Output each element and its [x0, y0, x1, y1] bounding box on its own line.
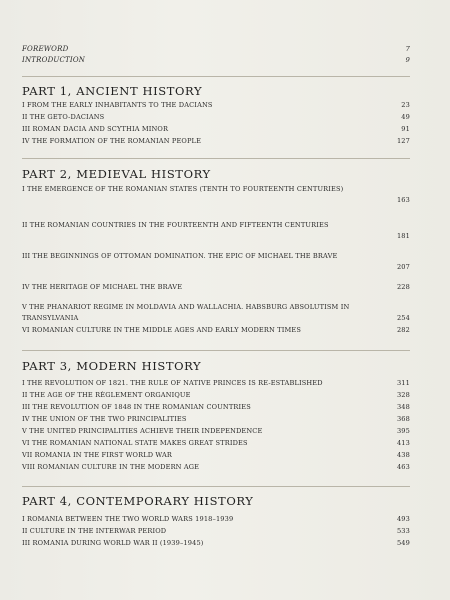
- toc-entry-introduction: [22, 56, 410, 64]
- toc-entry: [22, 526, 410, 537]
- entry-page: 282: [396, 326, 410, 334]
- toc-entry: [22, 282, 410, 293]
- entry-page: 463: [396, 463, 410, 471]
- toc-entry: [22, 402, 410, 413]
- entry-page: 438: [396, 451, 410, 459]
- entry-page: 493: [396, 515, 410, 523]
- entry-title: III THE BEGINNINGS OF OTTOMAN DOMINATION. THE EPIC OF MICHAEL THE BRAVE: [22, 252, 338, 260]
- entry-title: VIII ROMANIAN CULTURE IN THE MODERN AGE: [22, 463, 200, 471]
- entry-title: INTRODUCTION: [22, 56, 86, 64]
- toc-entry: [22, 438, 410, 449]
- part-heading: PART 1, ANCIENT HISTORY: [22, 84, 203, 98]
- entry-title: I THE EMERGENCE OF THE ROMANIAN STATES (TENTH TO FOURTEENTH CENTURIES): [22, 185, 344, 193]
- entry-title: II THE AGE OF THE RÈGLEMENT ORGANIQUE: [22, 391, 191, 399]
- entry-title: III THE REVOLUTION OF 1848 IN THE ROMANIAN COUNTRIES: [22, 403, 251, 411]
- toc-entry: [22, 514, 410, 525]
- entry-title: VI THE ROMANIAN NATIONAL STATE MAKES GREAT STRIDES: [22, 439, 248, 447]
- entry-page: 127: [396, 137, 410, 145]
- entry-page: 9: [405, 56, 410, 64]
- entry-page: 368: [396, 415, 410, 423]
- entry-title: I FROM THE EARLY INHABITANTS TO THE DACIANS: [22, 101, 213, 109]
- entry-title: IV THE UNION OF THE TWO PRINCIPALITIES: [22, 415, 187, 423]
- section-rule: [22, 158, 410, 159]
- toc-entry: [22, 426, 410, 437]
- entry-page: 413: [396, 439, 410, 447]
- toc-entry: [22, 112, 410, 123]
- entry-title: III ROMANIA DURING WORLD WAR II (1939–1945): [22, 539, 204, 547]
- toc-entry: [22, 390, 410, 401]
- entry-title: I THE REVOLUTION OF 1821. THE RULE OF NATIVE PRINCES IS RE-ESTABLISHED: [22, 379, 323, 387]
- toc-entry: [22, 450, 410, 461]
- entry-page: 549: [396, 539, 410, 547]
- toc-entry: [22, 414, 410, 425]
- section-rule: [22, 76, 410, 77]
- entry-title: II CULTURE IN THE INTERWAR PERIOD: [22, 527, 167, 535]
- toc-entry: [22, 100, 410, 111]
- entry-page: 311: [396, 379, 410, 387]
- entry-title: V THE PHANARIOT REGIME IN MOLDAVIA AND WALLACHIA. HABSBURG ABSOLUTISM IN TRANSYLVANIA: [22, 303, 350, 322]
- entry-page: 254: [396, 314, 410, 322]
- toc-entry: [22, 462, 410, 473]
- entry-page: 91: [401, 125, 410, 133]
- entry-title: III ROMAN DACIA AND SCYTHIA MINOR: [22, 125, 169, 133]
- part-heading: PART 2, MEDIEVAL HISTORY: [22, 167, 211, 181]
- entry-title: II THE GETO-DACIANS: [22, 113, 105, 121]
- entry-title: VI ROMANIAN CULTURE IN THE MIDDLE AGES AND EARLY MODERN TIMES: [22, 326, 301, 334]
- entry-title: IV THE HERITAGE OF MICHAEL THE BRAVE: [22, 283, 183, 291]
- entry-page: 163: [396, 196, 410, 204]
- part-heading: PART 3, MODERN HISTORY: [22, 359, 202, 373]
- toc-entry: [22, 184, 410, 206]
- entry-title: II THE ROMANIAN COUNTRIES IN THE FOURTEENTH AND FIFTEENTH CENTURIES: [22, 221, 329, 229]
- entry-page: 23: [401, 101, 410, 109]
- toc-entry: [22, 538, 410, 549]
- toc-entry: [22, 378, 410, 389]
- section-rule: [22, 350, 410, 351]
- toc-entry: [22, 302, 410, 324]
- toc-entry: [22, 124, 410, 135]
- entry-title: IV THE FORMATION OF THE ROMANIAN PEOPLE: [22, 137, 202, 145]
- toc-entry-foreword: [22, 45, 410, 53]
- entry-title: V THE UNITED PRINCIPALITIES ACHIEVE THEIR INDEPENDENCE: [22, 427, 263, 435]
- entry-page: 181: [396, 232, 410, 240]
- entry-page: 533: [396, 527, 410, 535]
- toc-entry: [22, 325, 410, 336]
- entry-page: 228: [396, 283, 410, 291]
- entry-title: I ROMANIA BETWEEN THE TWO WORLD WARS 1918–1939: [22, 515, 234, 523]
- entry-title: VII ROMANIA IN THE FIRST WORLD WAR: [22, 451, 173, 459]
- entry-page: 348: [396, 403, 410, 411]
- entry-page: 207: [396, 263, 410, 271]
- part-heading: PART 4, CONTEMPORARY HISTORY: [22, 494, 254, 508]
- toc-entry: [22, 220, 410, 242]
- entry-title: FOREWORD: [22, 45, 69, 53]
- toc-entry: [22, 251, 410, 273]
- entry-page: 395: [396, 427, 410, 435]
- section-rule: [22, 486, 410, 487]
- entry-page: 328: [396, 391, 410, 399]
- entry-page: 7: [405, 45, 410, 53]
- toc-entry: [22, 136, 410, 147]
- entry-page: 49: [401, 113, 410, 121]
